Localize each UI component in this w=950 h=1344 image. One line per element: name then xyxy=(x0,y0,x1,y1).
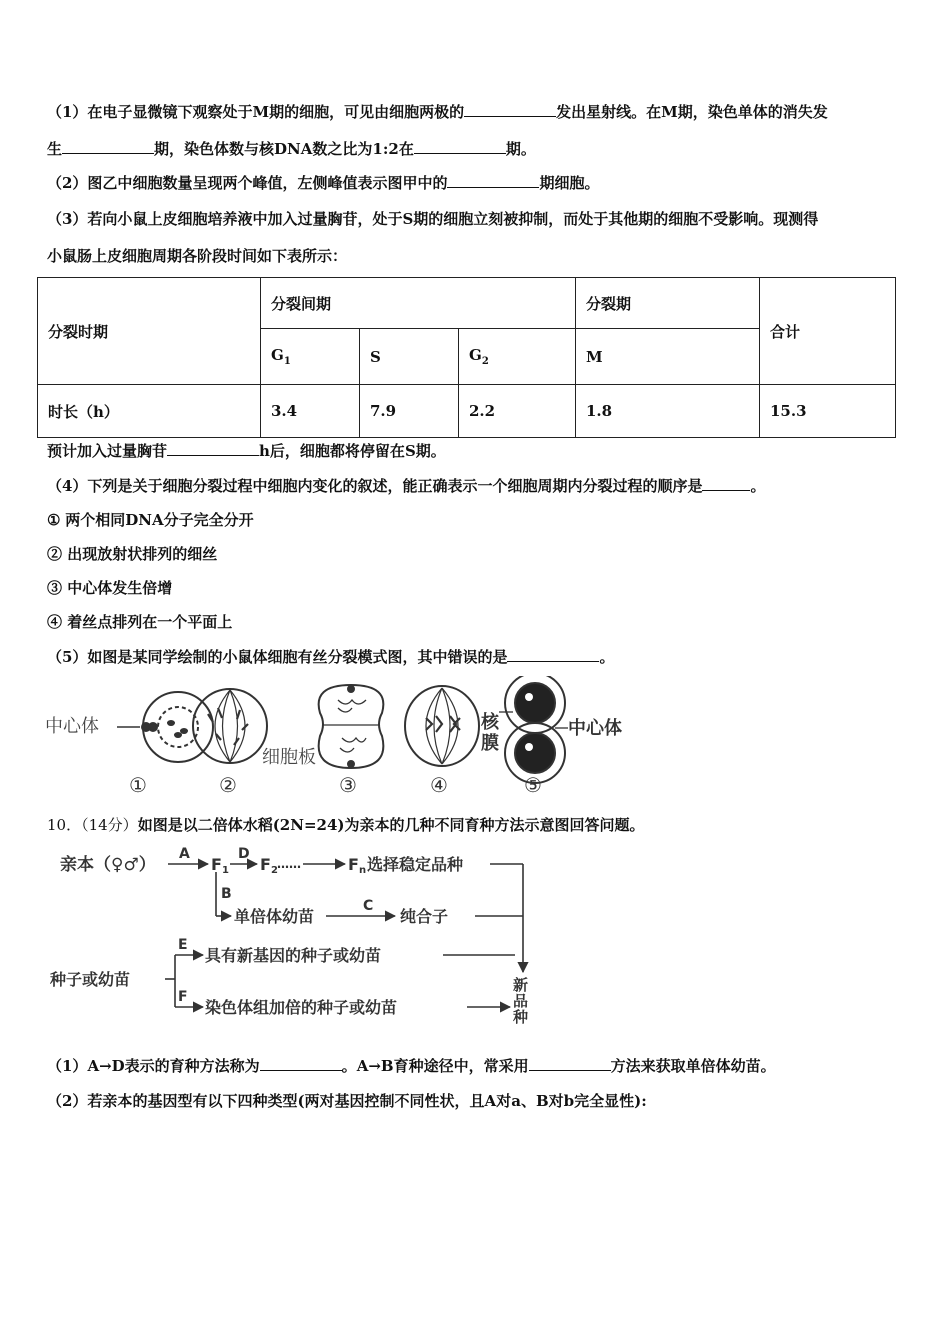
fig-label-nuclear-1: 核 xyxy=(481,712,499,733)
node-doubled: 染色体组加倍的种子或幼苗 xyxy=(205,998,398,1017)
text: 、 xyxy=(520,1092,536,1110)
table-header-s: S xyxy=(360,329,459,385)
dots: …… xyxy=(277,857,301,871)
subscript: 1 xyxy=(283,356,291,367)
fig-label-nuclear-2: 膜 xyxy=(481,733,499,754)
label-B: B xyxy=(221,886,232,902)
label-E: E xyxy=(178,937,188,953)
text: （5）如图是某同学绘制的小鼠体细胞有丝分裂模式图，其中错误的是 xyxy=(47,648,508,666)
node-new-variety-2: 品 xyxy=(513,992,529,1010)
text: G xyxy=(469,346,482,364)
text: 如图是以二倍体水稻 xyxy=(137,816,273,834)
label-A: A xyxy=(179,846,190,862)
node-new-variety-1: 新 xyxy=(513,976,529,994)
text: 。 xyxy=(750,477,766,495)
text: 两个相同 xyxy=(65,511,126,529)
text: b xyxy=(563,1092,575,1110)
node-new-gene: 具有新基因的种子或幼苗 xyxy=(205,946,382,965)
q9-part1-line2 xyxy=(47,139,536,159)
q9-option-1 xyxy=(47,510,254,530)
table-row-label: 时长（h） xyxy=(38,385,261,438)
text: F xyxy=(260,855,271,874)
table-cell-total: 15.3 xyxy=(760,385,896,438)
text: 生 xyxy=(47,140,63,158)
text: A xyxy=(484,1092,497,1110)
text: 方法来获取单倍体幼苗。 xyxy=(610,1057,776,1075)
text: h xyxy=(259,442,270,460)
text: 期的细胞，可见由细胞两极的 xyxy=(269,103,465,121)
answer-blank[interactable] xyxy=(702,476,750,491)
q9-part4 xyxy=(47,476,765,496)
text: ① xyxy=(47,511,61,529)
cell-5-drawing xyxy=(499,676,568,783)
node-f1 xyxy=(211,855,229,876)
answer-blank[interactable] xyxy=(529,1056,611,1071)
q9-option-2: ② 出现放射状排列的细丝 xyxy=(47,545,218,563)
node-parent: 亲本（♀♂） xyxy=(60,855,156,875)
text: 育种途径中，常采用 xyxy=(393,1057,529,1075)
subscript: 1 xyxy=(221,865,229,876)
text: a xyxy=(511,1092,521,1110)
cell-1-drawing xyxy=(117,692,213,762)
q9-option-4: ④ 着丝点排列在一个平面上 xyxy=(47,613,233,631)
table-header-m: M xyxy=(576,329,760,385)
fig-label-cell-plate: 细胞板 xyxy=(262,747,316,768)
text: 为亲本的几种不同育种方法示意图回答问题。 xyxy=(344,816,645,834)
table-header-mitosis: 分裂期 xyxy=(576,278,760,329)
table-header-interphase: 分裂间期 xyxy=(261,278,576,329)
text: （3）若向小鼠上皮细胞培养液中加入过量胸苷，处于 xyxy=(47,210,403,228)
fig-num-5: ⑤ xyxy=(524,773,542,797)
answer-blank[interactable] xyxy=(447,173,539,188)
node-seed: 种子或幼苗 xyxy=(50,970,131,989)
q9-part3-line1 xyxy=(47,209,818,229)
fig-label-centrosome-right: 中心体 xyxy=(568,718,622,739)
text: （2）若亲本的基因型有以下四种类型(两对基因控制不同性状，且 xyxy=(47,1092,485,1110)
text: 发出星射线。在 xyxy=(556,103,662,121)
text: 期。 xyxy=(415,442,446,460)
table-header-phase: 分裂时期 xyxy=(38,278,261,385)
q9-part2 xyxy=(47,173,599,193)
cell-3-drawing xyxy=(319,685,384,768)
text: 。 xyxy=(599,648,615,666)
table-cell-g1: 3.4 xyxy=(261,385,360,438)
text: G xyxy=(271,346,284,364)
text: 。 xyxy=(341,1057,357,1075)
text: 数之比为 xyxy=(312,140,373,158)
text: 后，细胞都将停留在 xyxy=(269,442,405,460)
text: 1:2 xyxy=(372,140,399,158)
text: (2N=24) xyxy=(272,816,345,834)
cell-2-drawing xyxy=(193,689,267,763)
table-header-total: 合计 xyxy=(760,278,896,385)
table-header-g2 xyxy=(459,329,576,385)
text: F xyxy=(211,855,222,874)
q10-part1 xyxy=(47,1056,776,1076)
text: S xyxy=(404,442,416,460)
question-number: 10． xyxy=(47,816,82,834)
label-F: F xyxy=(178,989,188,1005)
text: 表示的育种方法称为 xyxy=(124,1057,260,1075)
text: （4）下列是关于细胞分裂过程中细胞内变化的叙述，能正确表示一个细胞周期内分裂过程的顺序是 xyxy=(47,477,703,495)
text: （2）图乙中细胞数量呈现两个峰值，左侧峰值表示图甲中的 xyxy=(47,174,448,192)
q9-part1-line1 xyxy=(47,102,828,122)
text: （1）在电子显微镜下观察处于 xyxy=(47,103,253,121)
mitosis-figure xyxy=(40,676,630,800)
subscript: 2 xyxy=(481,356,489,367)
answer-blank[interactable] xyxy=(260,1056,342,1071)
cell-4-drawing xyxy=(405,686,479,766)
q9-part3-after xyxy=(47,441,446,461)
text: DNA xyxy=(125,511,164,529)
cell-cycle-table xyxy=(37,277,896,438)
text: 期。 xyxy=(505,140,536,158)
q9-part5 xyxy=(47,647,614,667)
node-fn xyxy=(348,855,366,876)
text: 期的细胞立刻被抑制，而处于其他期的细胞不受影响。现测得 xyxy=(413,210,819,228)
table-header-g1 xyxy=(261,329,360,385)
node-f2 xyxy=(260,855,278,876)
text: M xyxy=(661,103,678,121)
answer-blank[interactable] xyxy=(62,139,154,154)
text: （1） xyxy=(47,1057,88,1075)
text: DNA xyxy=(274,140,313,158)
table-cell-m: 1.8 xyxy=(576,385,760,438)
breeding-diagram xyxy=(45,842,545,1032)
text: 期，染色体数与核 xyxy=(154,140,275,158)
text: A→D xyxy=(87,1057,125,1075)
text: S xyxy=(402,210,414,228)
subscript: 2 xyxy=(270,865,278,876)
node-homozygote: 纯合子 xyxy=(400,907,449,926)
label-D: D xyxy=(238,846,250,862)
text: M xyxy=(252,103,270,121)
score: （14分） xyxy=(81,816,138,834)
node-select: 选择稳定品种 xyxy=(367,855,464,874)
fig-num-1: ① xyxy=(129,773,147,797)
fig-num-4: ④ xyxy=(430,773,448,797)
answer-blank[interactable] xyxy=(507,647,599,662)
answer-blank[interactable] xyxy=(464,102,556,117)
text: 在 xyxy=(398,140,414,158)
text: B xyxy=(535,1092,549,1110)
subscript: n xyxy=(358,865,367,876)
fig-num-3: ③ xyxy=(339,773,357,797)
q10-stem xyxy=(47,815,645,835)
text: F xyxy=(348,855,359,874)
q9-option-3: ③ 中心体发生倍增 xyxy=(47,579,173,597)
table-cell-g2: 2.2 xyxy=(459,385,576,438)
text: A→B xyxy=(356,1057,394,1075)
text: 期细胞。 xyxy=(539,174,600,192)
text: 期，染色单体的消失发 xyxy=(677,103,828,121)
node-new-variety-3: 种 xyxy=(513,1008,529,1026)
node-haploid: 单倍体幼苗 xyxy=(234,907,315,926)
fig-num-2: ② xyxy=(219,773,237,797)
text: 预计加入过量胸苷 xyxy=(47,442,168,460)
answer-blank[interactable] xyxy=(414,139,506,154)
q10-part2 xyxy=(47,1091,647,1111)
text: 对 xyxy=(548,1092,564,1110)
text: 分子完全分开 xyxy=(163,511,254,529)
text: 对 xyxy=(496,1092,512,1110)
label-C: C xyxy=(363,898,374,914)
fig-label-centrosome-left: 中心体 xyxy=(45,716,99,737)
answer-blank[interactable] xyxy=(167,441,259,456)
q9-part3-line2: 小鼠肠上皮细胞周期各阶段时间如下表所示： xyxy=(47,247,348,265)
table-cell-s: 7.9 xyxy=(360,385,459,438)
text: 完全显性): xyxy=(574,1092,647,1110)
